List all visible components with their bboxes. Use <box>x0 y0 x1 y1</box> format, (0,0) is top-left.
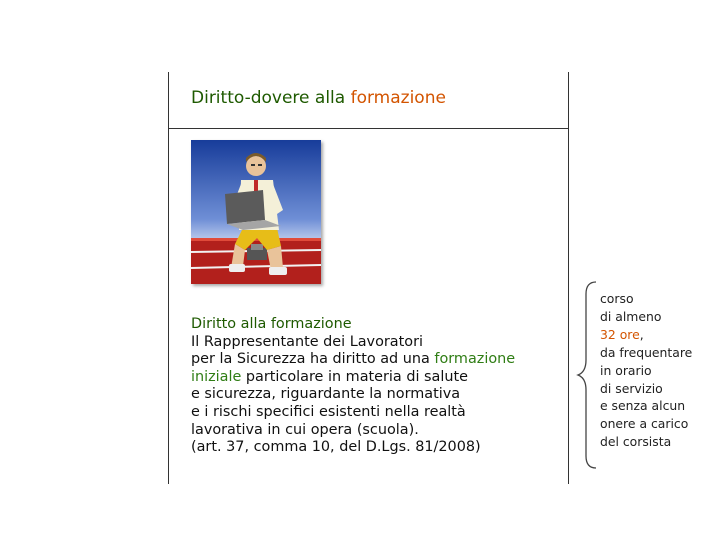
side-line-1: corso <box>600 291 634 306</box>
section-subtitle: Diritto alla formazione <box>191 316 352 332</box>
side-line-5: in orario <box>600 362 652 378</box>
slide-title <box>191 88 446 108</box>
curly-brace-icon <box>576 280 600 470</box>
body-text <box>191 316 561 457</box>
side-highlight-hours: 32 ore <box>600 326 640 342</box>
body-line-4: e sicurezza, riguardante la normativa <box>191 386 461 403</box>
body-highlight-formazione: formazione <box>434 351 516 368</box>
side-line-9: del corsista <box>600 434 672 450</box>
side-line-3 <box>600 326 715 344</box>
side-line-3-text: , <box>639 326 644 342</box>
side-line-6: di servizio <box>600 380 663 396</box>
title-divider <box>168 128 569 129</box>
side-line-4: da frequentare <box>600 344 693 360</box>
body-line-2-text: per la Sicurezza ha diritto ad una <box>191 351 435 368</box>
body-line-6: lavorativa in cui opera (scuola). <box>191 421 419 438</box>
side-line-2: di almeno <box>600 308 662 324</box>
body-line-2 <box>191 351 561 369</box>
side-line-8: onere a carico <box>600 416 689 432</box>
body-line-7: (art. 37, comma 10, del D.Lgs. 81/2008) <box>191 439 481 456</box>
title-highlight: formazione <box>350 88 446 108</box>
side-note <box>600 290 715 451</box>
frame-right-line <box>568 72 569 484</box>
title-prefix: Diritto-dovere alla <box>191 88 351 108</box>
body-line-1: Il Rappresentante dei Lavoratori <box>191 333 423 350</box>
frame-left-line <box>168 72 169 484</box>
illustration-photo <box>191 140 321 284</box>
side-line-7: e senza alcun <box>600 398 686 414</box>
body-highlight-iniziale: iniziale <box>191 368 242 385</box>
body-line-3 <box>191 369 561 387</box>
body-line-3-text: particolare in materia di salute <box>241 368 468 385</box>
body-line-5: e i rischi specifici esistenti nella realtà <box>191 403 466 420</box>
